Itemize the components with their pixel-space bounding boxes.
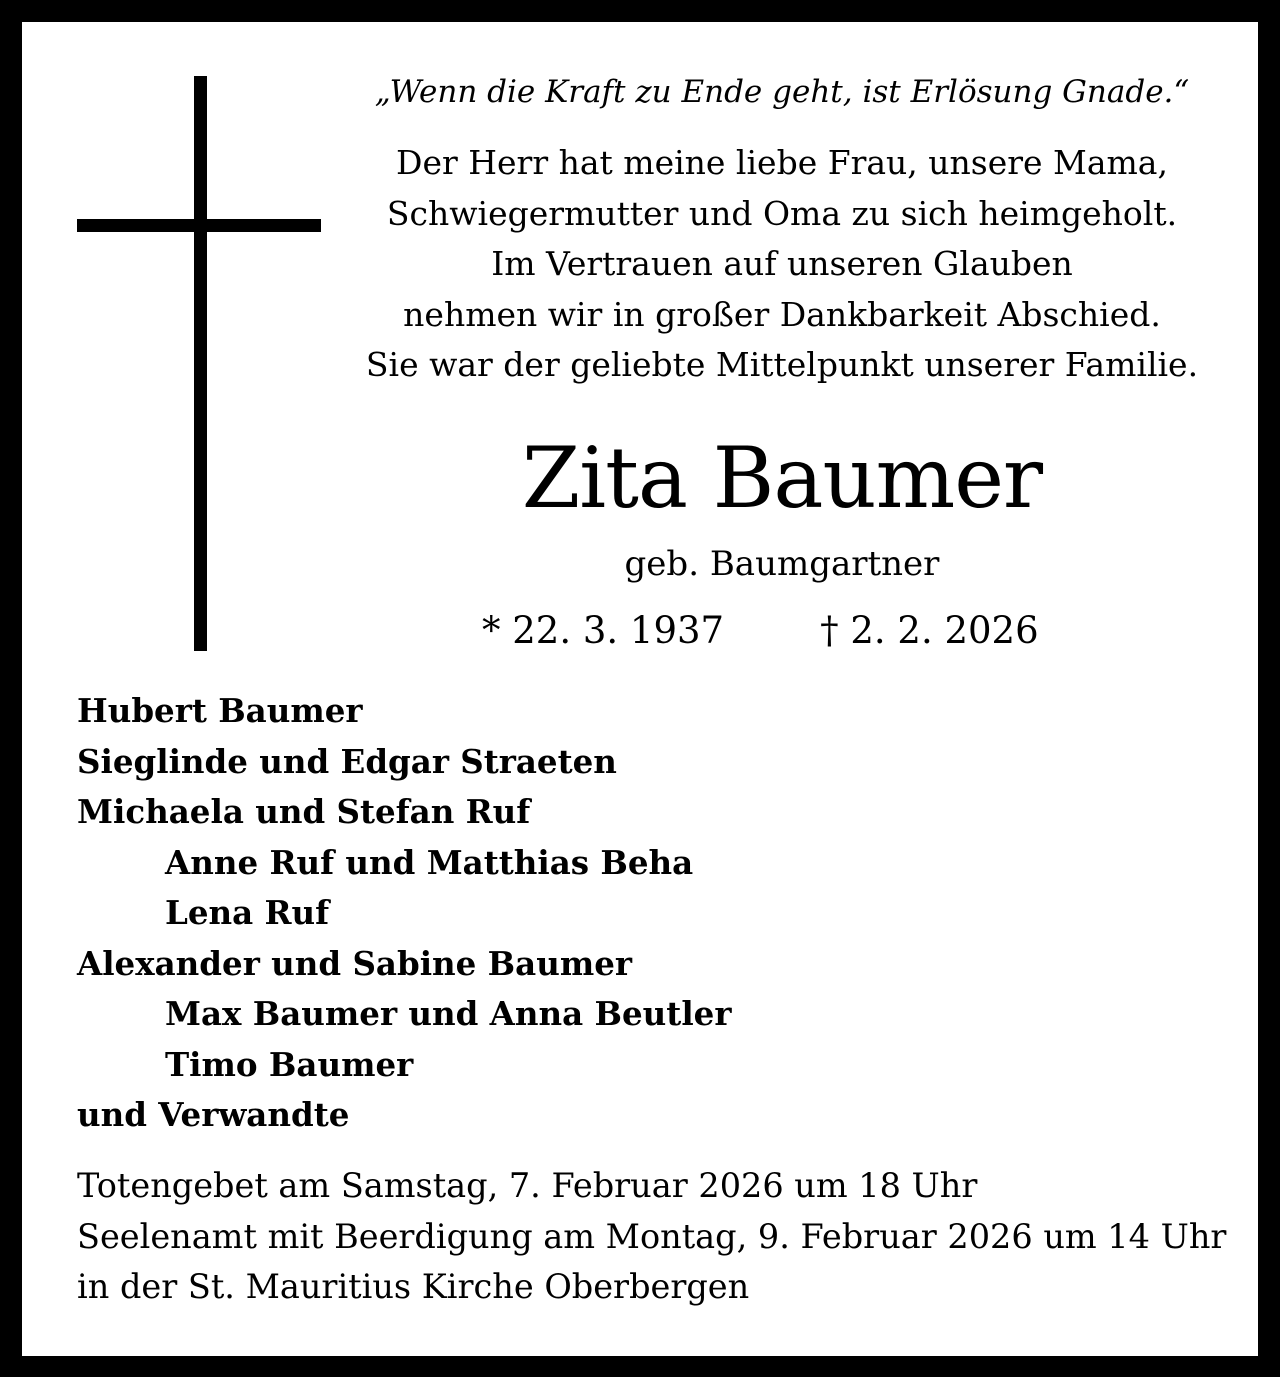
cross-horizontal-bar [77, 219, 321, 232]
life-dates [482, 608, 1039, 654]
mourners-list [77, 686, 731, 1141]
intro-line: Sie war der geliebte Mittelpunkt unserer Familie. [365, 345, 1199, 384]
motto-quote: „Wenn die Kraft zu Ende geht, ist Erlösung Gnade.“ [374, 74, 1190, 110]
service-line: Seelenamt mit Beerdigung am Montag, 9. Februar 2026 um 14 Uhr [77, 1216, 1227, 1256]
mourner: Hubert Baumer [77, 691, 363, 730]
intro-line: Im Vertrauen auf unseren Glauben [491, 244, 1073, 283]
service-line: in der St. Mauritius Kirche Oberbergen [77, 1267, 750, 1306]
birth-date: * 22. 3. 1937 [482, 609, 725, 652]
death-date: † 2. 2. 2026 [820, 609, 1039, 652]
intro-line: nehmen wir in großer Dankbarkeit Abschied. [403, 294, 1161, 334]
mourner: Anne Ruf und Matthias Beha [165, 842, 694, 882]
cross-vertical-bar [194, 76, 207, 651]
mourner: Max Baumer und Anna Beutler [165, 994, 732, 1033]
intro-line: Schwiegermutter und Oma zu sich heimgeholt. [386, 193, 1178, 233]
intro-line: Der Herr hat meine liebe Frau, unsere Mama, [396, 143, 1168, 182]
intro-text [342, 138, 1222, 391]
mourner: Timo Baumer [165, 1044, 414, 1084]
deceased-name: Zita Baumer [521, 429, 1043, 527]
mourner: Lena Ruf [165, 893, 330, 932]
service-line: Totengebet am Samstag, 7. Februar 2026 um 18 Uhr [77, 1166, 978, 1205]
mourner: und Verwandte [77, 1095, 350, 1134]
mourner: Michaela und Stefan Ruf [77, 792, 531, 831]
mourner: Alexander und Sabine Baumer [77, 943, 633, 983]
service-info [77, 1161, 1226, 1313]
mourner: Sieglinde und Edgar Straeten [77, 741, 617, 781]
obituary-card [22, 22, 1258, 1356]
birth-name: geb. Baumgartner [624, 544, 940, 584]
